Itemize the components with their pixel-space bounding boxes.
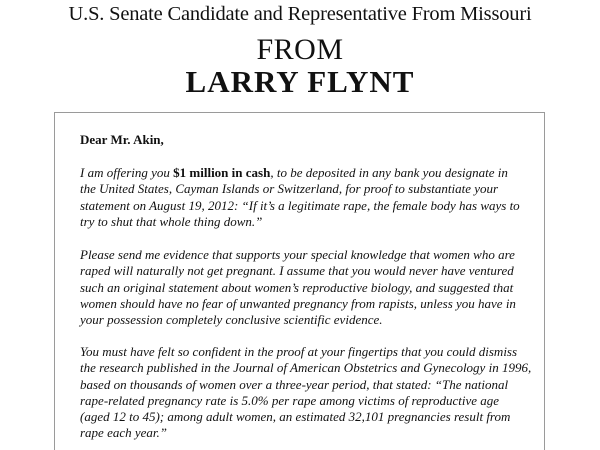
paragraph-line: raped will naturally not get pregnant. I assume that you would never have ventured (80, 263, 514, 279)
paragraph-evidence (80, 247, 532, 328)
paragraph-line: rape each year.” (80, 425, 168, 441)
from-label: FROM (256, 33, 344, 66)
paragraph-line: women should have no fear of unwanted pregnancy from rapists, unless you have in (80, 295, 516, 311)
paragraph-line: Please send me evidence that supports your special knowledge that women who are (80, 247, 515, 262)
sender-name: LARRY FLYNT (185, 64, 415, 99)
paragraph-line: rape-related pregnancy rate is 5.0% per rape among victims of reproductive age (80, 392, 500, 408)
paragraph-line (80, 165, 532, 181)
offer-amount: $1 million in cash (173, 165, 271, 180)
paragraph-line: (aged 12 to 45); among adult women, an estimated 32,101 pregnancies result from (80, 409, 511, 425)
paragraph-line: such an original statement about women’s reproductive biology, and suggested that (80, 279, 514, 295)
page-subtitle: U.S. Senate Candidate and Representative From Missouri (68, 3, 532, 25)
text-run: I am offering you (80, 165, 174, 180)
paragraph-line: your possession completely conclusive scientific evidence. (80, 312, 383, 328)
salutation: Dear Mr. Akin, (80, 132, 164, 147)
paragraph-line: statement on August 19, 2012: “If it’s a legitimate rape, the female body has ways to (80, 197, 520, 213)
paragraph-line: based on thousands of women over a three-year period, that stated: “The national (80, 376, 509, 392)
text-run: , to be deposited in any bank you designate in (270, 165, 508, 180)
paragraph-line: the United States, Cayman Islands or Switzerland, for proof to substantiate your (80, 181, 499, 197)
paragraph-offer (80, 165, 532, 230)
paragraph-line: the research published in the Journal of American Obstetrics and Gynecology in 1996, (80, 360, 532, 376)
paragraph-line: You must have felt so confident in the proof at your fingertips that you could dismiss (80, 344, 518, 359)
paragraph-research (80, 344, 532, 442)
paragraph-line: try to shut that whole thing down.” (80, 213, 263, 229)
